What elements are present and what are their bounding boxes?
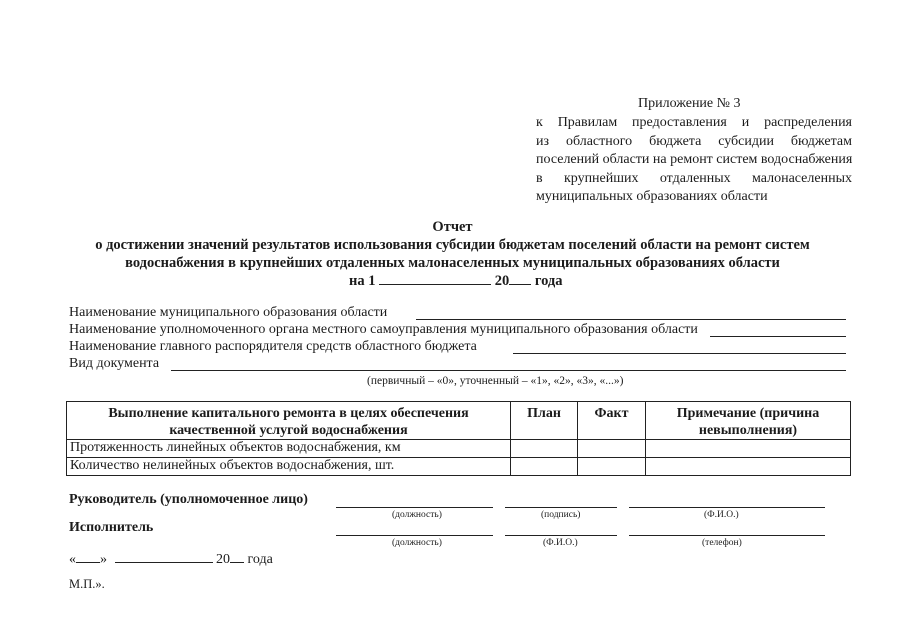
date-day-blank[interactable] [76, 550, 100, 563]
doc-type-hint: (первичный – «0», уточненный – «1», «2», «3», «...») [367, 375, 624, 387]
col-header-plan: План [511, 402, 578, 440]
row-fact-cell[interactable] [578, 458, 646, 476]
head-signature-field[interactable] [505, 507, 617, 508]
date-year-prefix: 20 [216, 552, 230, 567]
head-name-hint: (Ф.И.О.) [704, 510, 739, 520]
col-header-note: Примечание (причина невыполнения) [646, 402, 851, 440]
stamp-label: М.П.». [69, 577, 105, 591]
executor-name-hint: (Ф.И.О.) [543, 538, 578, 548]
report-year-blank [509, 272, 531, 285]
appendix-line: поселений области на ремонт систем водоснабжения [536, 152, 853, 168]
report-date-blank [379, 272, 491, 285]
municipality-label: Наименование муниципального образования области [69, 305, 388, 320]
report-title: Отчет [432, 219, 473, 235]
appendix-line: муниципальных образованиях области [536, 189, 768, 205]
executor-phone-hint: (телефон) [702, 538, 742, 548]
report-subtitle-line1: о достижении значений результатов использования субсидии бюджетам поселений области на ремонт систем [95, 237, 810, 253]
row-plan-cell[interactable] [511, 440, 578, 458]
row-note-cell[interactable] [646, 458, 851, 476]
budget-manager-label: Наименование главного распорядителя средств областного бюджета [69, 339, 477, 354]
head-position-field[interactable] [336, 507, 493, 508]
appendix-title: Приложение № 3 [638, 96, 741, 111]
date-year-blank[interactable] [230, 550, 244, 563]
col-header-work: Выполнение капитального ремонта в целях обеспечения качественной услугой водоснабжения [67, 402, 511, 440]
row-name: Протяженность линейных объектов водоснабжения, км [67, 440, 511, 458]
head-position-hint: (должность) [392, 510, 442, 520]
municipality-field[interactable] [416, 319, 846, 320]
report-date-suffix: года [534, 273, 563, 289]
table-row [67, 458, 851, 476]
row-name: Количество нелинейных объектов водоснабжения, шт. [67, 458, 511, 476]
report-subtitle-line2: водоснабжения в крупнейших отдаленных малонаселенных муниципальных образованиях области [125, 255, 780, 271]
row-fact-cell[interactable] [578, 440, 646, 458]
col-header-fact: Факт [578, 402, 646, 440]
head-signature-hint: (подпись) [541, 510, 581, 520]
doc-type-label: Вид документа [69, 356, 160, 371]
date-close-quote: » [100, 552, 107, 567]
date-suffix: года [247, 552, 273, 567]
row-note-cell[interactable] [646, 440, 851, 458]
report-date-year: 20 [494, 273, 510, 289]
report-date [349, 272, 563, 290]
date-open-quote: « [69, 552, 76, 567]
head-label: Руководитель (уполномоченное лицо) [69, 492, 308, 507]
budget-manager-field[interactable] [513, 353, 846, 354]
date-month-blank[interactable] [115, 550, 213, 563]
signature-date [69, 550, 273, 568]
appendix-text [536, 114, 852, 207]
report-date-prefix: на 1 [349, 273, 376, 289]
executor-position-hint: (должность) [392, 538, 442, 548]
appendix-line: из областного бюджета субсидии бюджетам [536, 133, 852, 149]
head-name-field[interactable] [629, 507, 825, 508]
authorized-body-label: Наименование уполномоченного органа местного самоуправления муниципального образования области [69, 322, 698, 337]
authorized-body-field[interactable] [710, 336, 846, 337]
table-header-row [67, 402, 851, 440]
appendix-line: к Правилам предоставления и распределения [536, 115, 852, 130]
row-plan-cell[interactable] [511, 458, 578, 476]
doc-type-field[interactable] [171, 370, 846, 371]
appendix-line: в крупнейших отдаленных малонаселенных [536, 170, 852, 186]
executor-name-field[interactable] [505, 535, 617, 536]
report-table [66, 401, 851, 476]
executor-label: Исполнитель [69, 520, 154, 535]
executor-phone-field[interactable] [629, 535, 825, 536]
executor-position-field[interactable] [336, 535, 493, 536]
table-row [67, 440, 851, 458]
